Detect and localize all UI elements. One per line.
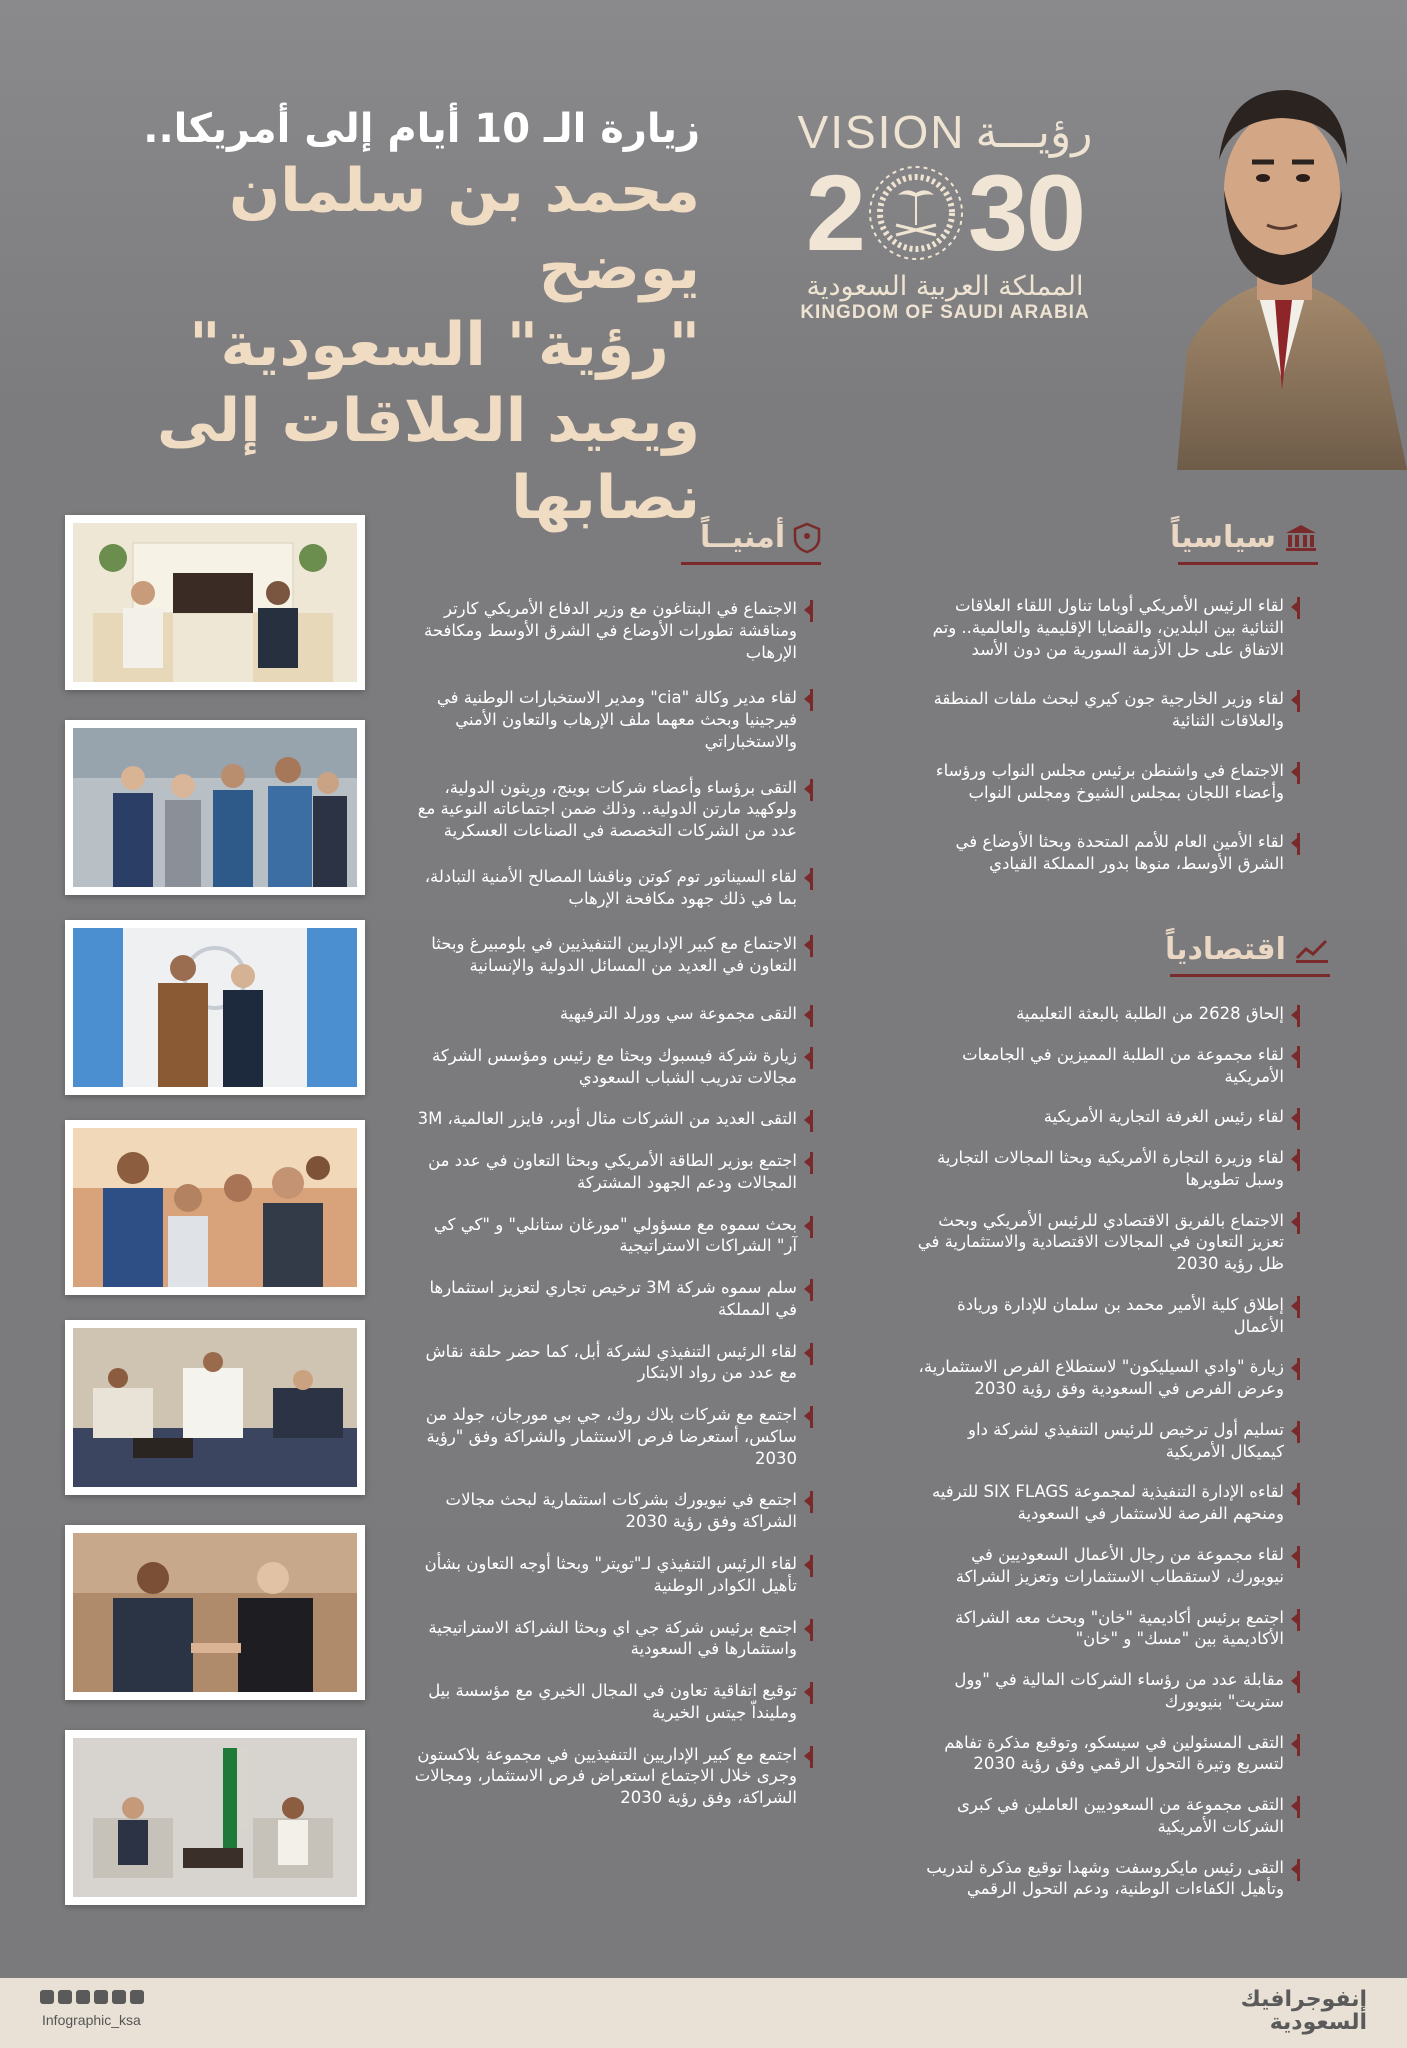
- section-political-title: سياسياً: [1170, 520, 1277, 555]
- list-item: الاجتماع في البنتاغون مع وزير الدفاع الأمريكي كارتر ومناقشة تطورات الأوضاع في الشرق الأوسط ومكافحة الإرهاب: [413, 598, 813, 663]
- facebook-icon[interactable]: [58, 1990, 72, 2004]
- kingdom-en-label: KINGDOM OF SAUDI ARABIA: [800, 302, 1090, 323]
- kingdom-ar-label: المملكة العربية السعودية: [806, 271, 1084, 302]
- list-item: اجتمع مع شركات بلاك روك، جي بي مورجان، جولد من ساكس، أستعرضا فرص الاستثمار والشراكة وفق "رؤية 2030: [413, 1404, 813, 1469]
- section-economic-heading: [1165, 932, 1330, 967]
- list-item: لقاء مدير وكالة "cia" ومدير الاستخبارات الوطنية في فيرجينيا وبحث معهما ملف الإرهاب والتعاون الأمني والاستخباراتي: [413, 687, 813, 752]
- social-icons: [40, 1990, 144, 2004]
- section-security-title: أمنيــاً: [700, 520, 786, 555]
- list-item: التقى مجموعة من السعوديين العاملين في كبرى الشركات الأمريكية: [910, 1794, 1300, 1838]
- year-2030: [780, 152, 1110, 273]
- vision-ar-label: رؤيـــة: [975, 106, 1093, 158]
- list-item: التقى برؤساء وأعضاء شركات بوينج، ورِيثون الدولية، ولوكهيد مارتن الدولية.. وذلك ضمن اجتماعاته النوعية مع عدد من الشركات التخصصة في الصناعات العسكرية: [413, 777, 813, 842]
- shield-icon: [793, 522, 821, 554]
- snapchat-icon[interactable]: [94, 1990, 108, 2004]
- political-list: [910, 595, 1300, 875]
- headline: [60, 105, 700, 537]
- vision-2030-logo: [780, 105, 1110, 325]
- list-item: الاجتماع في واشنطن برئيس مجلس النواب ورؤساء وأعضاء اللجان بمجلس الشيوخ ومجلس النواب: [910, 760, 1300, 804]
- heading-underline: [1178, 562, 1318, 565]
- list-item: لقاء وزير الخارجية جون كيري لبحث ملفات المنطقة والعلاقات الثنائية: [910, 688, 1300, 732]
- year-left-digit: 2: [805, 152, 864, 273]
- list-item: سلم سموه شركة 3M ترخيص تجاري لتعزيز استثمارها في المملكة: [413, 1277, 813, 1321]
- brand-line-1: إنفوجرافيك: [1240, 1987, 1367, 2012]
- list-item: اجتمع برئيس أكاديمية "خان" وبحث معه الشراكة الأكاديمية بين "مسك" و "خان": [910, 1607, 1300, 1651]
- list-item: إطلاق كلية الأمير محمد بن سلمان للإدارة وريادة الأعمال: [910, 1294, 1300, 1338]
- growth-chart-icon: [1294, 936, 1330, 964]
- list-item: مقابلة عدد من رؤساء الشركات المالية في "وول ستريت" بنيويورك: [910, 1669, 1300, 1713]
- photo-group-facebook: [65, 720, 365, 895]
- photo-flag-meeting: [65, 1730, 365, 1905]
- headline-line-2: محمد بن سلمان يوضح: [228, 156, 700, 303]
- security-list: [413, 598, 813, 977]
- photo-meeting-room: [65, 1320, 365, 1495]
- list-item: زيارة "وادي السيليكون" لاستطلاع الفرص الاستثمارية، وعرض الفرص في السعودية وفق رؤية 2030: [910, 1356, 1300, 1400]
- list-item: لقاء الأمين العام للأمم المتحدة وبحثا الأوضاع في الشرق الأوسط، منوها بدور المملكة القيادي: [910, 831, 1300, 875]
- government-building-icon: [1284, 523, 1318, 553]
- instagram-icon[interactable]: [112, 1990, 126, 2004]
- photo-handshake: [65, 1525, 365, 1700]
- list-item: اجتمع بوزير الطاقة الأمريكي وبحثا التعاون في عدد من المجالات ودعم الجهود المشتركة: [413, 1150, 813, 1194]
- palm-swords-emblem-icon: [866, 163, 966, 263]
- year-right-digits: 30: [967, 152, 1085, 273]
- vision-en-label: VISION: [797, 106, 966, 158]
- heading-underline: [1170, 974, 1330, 977]
- list-item: توقيع اتفاقية تعاون في المجال الخيري مع مؤسسة بيل وملينداّ جيتس الخيرية: [413, 1680, 813, 1724]
- list-item: زيارة شركة فيسبوك وبحثا مع رئيس ومؤسس الشركة مجالات تدريب الشباب السعودي: [413, 1045, 813, 1089]
- telegram-icon[interactable]: [130, 1990, 144, 2004]
- list-item: لقاء وزيرة التجارة الأمريكية وبحثا المجالات التجارية وسبل تطويرها: [910, 1147, 1300, 1191]
- list-item: التقى مجموعة سي وورلد الترفيهية: [413, 1003, 813, 1025]
- photo-un-secretary: [65, 920, 365, 1095]
- list-item: التقى المسئولين في سيسكو، وتوقيع مذكرة تفاهم لتسريع وتيرة التحول الرقمي وفق رؤية 2030: [910, 1732, 1300, 1776]
- economic-mid-list: [413, 1003, 813, 1809]
- list-item: لقاء الرئيس التنفيذي لـ"تويتر" وبحثا أوجه التعاون بشأن تأهيل الكوادر الوطنية: [413, 1553, 813, 1597]
- list-item: لقاءه الإدارة التنفيذية لمجموعة SIX FLAGS للترفيه ومنحهم الفرصة للاستثمار في السعودية: [910, 1481, 1300, 1525]
- list-item: لقاء رئيس الغرفة التجارية الأمريكية: [910, 1106, 1300, 1128]
- footer: [0, 1978, 1407, 2048]
- brand-line-2: السعودية: [1269, 2010, 1367, 2036]
- list-item: إلحاق 2628 من الطلبة بالبعثة التعليمية: [910, 1003, 1300, 1025]
- list-item: لقاء مجموعة من رجال الأعمال السعوديين في نيويورك، لاستقطاب الاستثمارات وتعزيز الشراكة: [910, 1544, 1300, 1588]
- list-item: لقاء الرئيس التنفيذي لشركة أبل، كما حضر حلقة نقاش مع عدد من رواد الابتكار: [413, 1341, 813, 1385]
- economic-list: [910, 1003, 1300, 1900]
- list-item: لقاء الرئيس الأمريكي أوباما تناول اللقاء العلاقات الثنائية بين البلدين، والقضايا الإقليمية والعالمية.. وتم الاتفاق على حل الأزمة السورية من دون الأسد: [910, 595, 1300, 660]
- youtube-icon[interactable]: [76, 1990, 90, 2004]
- section-economic-title: اقتصادياً: [1165, 932, 1286, 967]
- social-handle[interactable]: Infographic_ksa: [42, 2012, 141, 2028]
- photo-selfie: [65, 1120, 365, 1295]
- list-item: لقاء السيناتور توم كوتن وناقشا المصالح الأمنية التبادلة، بما في ذلك جهود مكافحة الإرهاب: [413, 866, 813, 910]
- twitter-icon[interactable]: [40, 1990, 54, 2004]
- list-item: لقاء مجموعة من الطلبة المميزين في الجامعات الأمريكية: [910, 1044, 1300, 1088]
- headline-line-1: زيارة الـ 10 أيام إلى أمريكا..: [143, 106, 700, 152]
- list-item: اجتمع برئيس شركة جي اي وبحثا الشراكة الاستراتيجية واستثمارها في السعودية: [413, 1617, 813, 1661]
- list-item: اجتمع مع كبير الإداريين التنفيذيين في مجموعة بلاكستون وجرى خلال الاجتماع استعراض فرص الاستثمار، ومجالات الشراكة، وفق رؤية 2030: [413, 1744, 813, 1809]
- header: [0, 0, 1407, 534]
- brand-logo: [1241, 1988, 1367, 2034]
- list-item: الاجتماع مع كبير الإداريين التنفيذيين في بلومبيرغ وبحثا التعاون في العديد من المسائل الدولية والإنسانية: [413, 933, 813, 977]
- section-security-heading: [700, 520, 821, 555]
- headline-line-4: ويعيد العلاقات إلى نصابها: [156, 386, 700, 534]
- portrait-image: [1157, 50, 1407, 470]
- list-item: الاجتماع بالفريق الاقتصادي للرئيس الأمريكي وبحث تعزيز التعاون في المجالات الاقتصادية والاستثمارية في ظل رؤية 2030: [910, 1210, 1300, 1275]
- list-item: تسليم أول ترخيص للرئيس التنفيذي لشركة داو كيميكال الأمريكية: [910, 1419, 1300, 1463]
- section-political-heading: [1170, 520, 1318, 555]
- list-item: التقى العديد من الشركات مثال أوبر، فايزر العالمية، 3M: [413, 1108, 813, 1130]
- photo-oval-office: [65, 515, 365, 690]
- list-item: التقى رئيس مايكروسفت وشهدا توقيع مذكرة لتدريب وتأهيل الكفاءات الوطنية، ودعم التحول الرقمي: [910, 1857, 1300, 1901]
- list-item: بحث سموه مع مسؤولي "مورغان ستانلي" و "كي كي آر" الشراكات الاستراتيجية: [413, 1214, 813, 1258]
- heading-underline: [681, 562, 821, 565]
- headline-line-3: "رؤية" السعودية": [189, 309, 700, 380]
- list-item: اجتمع في نيويورك بشركات استثمارية لبحث مجالات الشراكة وفق رؤية 2030: [413, 1489, 813, 1533]
